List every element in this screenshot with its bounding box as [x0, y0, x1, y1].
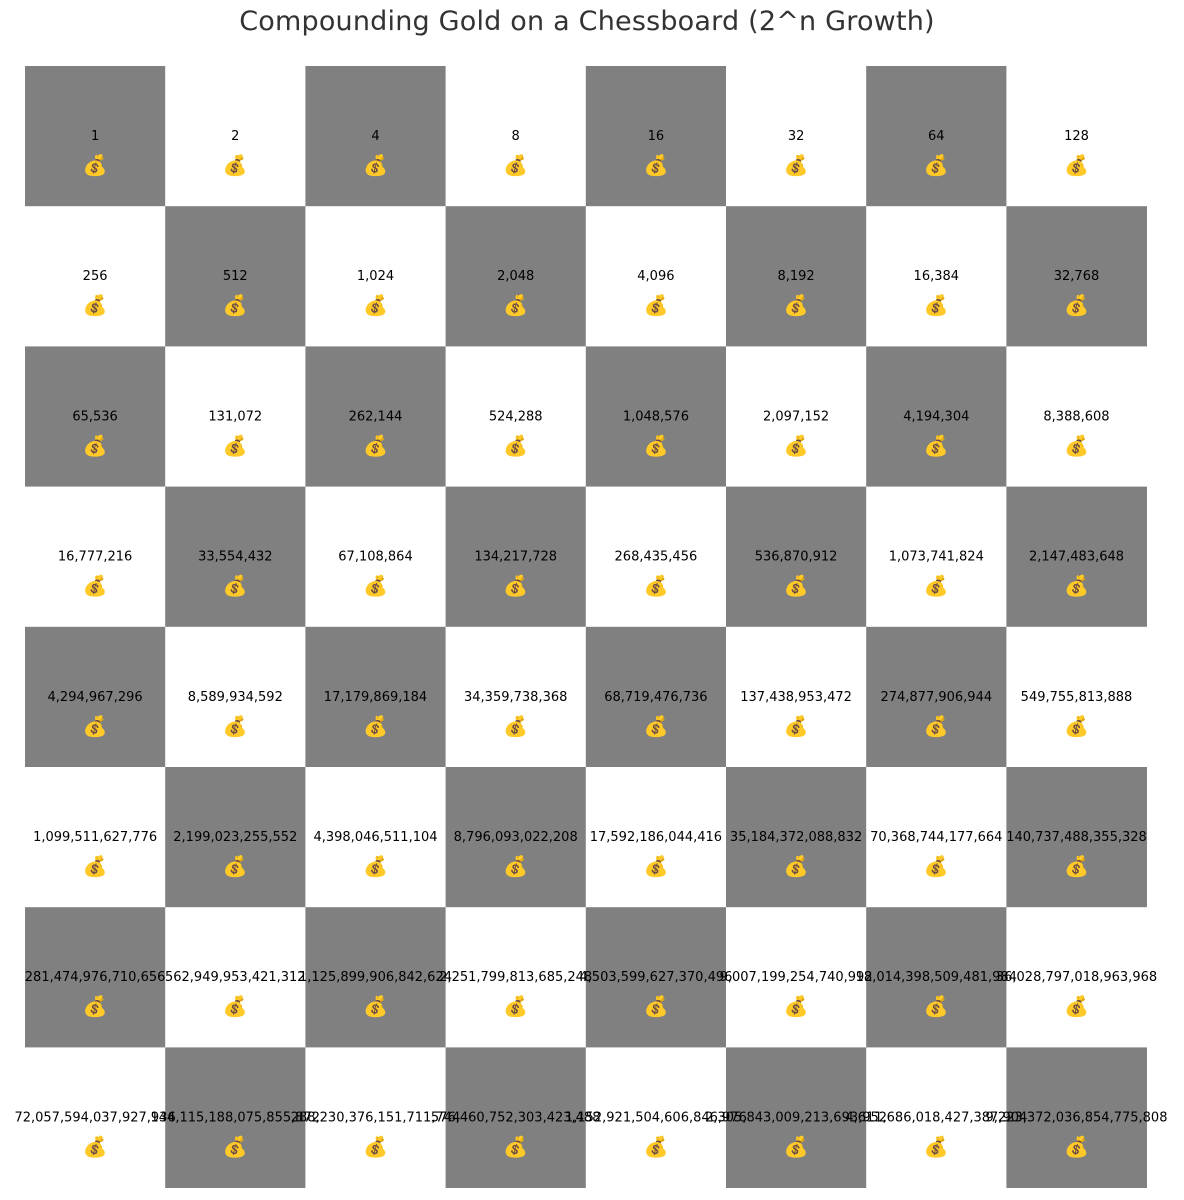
- gold-coin-icon: 💰: [503, 994, 529, 1019]
- gold-coin-icon: 💰: [222, 994, 248, 1019]
- square-value: 576,460,752,303,423,488: [430, 1110, 601, 1126]
- square-value: 18,014,398,509,481,984: [855, 970, 1017, 986]
- gold-coin-icon: 💰: [503, 573, 529, 598]
- square-value: 1,024: [356, 269, 395, 285]
- square-value: 137,438,953,472: [740, 689, 852, 705]
- square-value: 68,719,476,736: [604, 689, 708, 705]
- gold-coin-icon: 💰: [503, 293, 529, 318]
- square-value: 16,777,216: [57, 549, 133, 565]
- gold-coin-icon: 💰: [643, 573, 669, 598]
- gold-coin-icon: 💰: [783, 854, 809, 878]
- gold-coin-icon: 💰: [503, 854, 529, 878]
- gold-coin-icon: 💰: [503, 1134, 529, 1159]
- gold-coin-icon: 💰: [1064, 713, 1089, 738]
- square-value: 4,611,686,018,427,387,904: [845, 1110, 1028, 1126]
- gold-coin-icon: 💰: [82, 293, 108, 318]
- square-value: 131,072: [208, 409, 263, 425]
- square-value: 4,194,304: [903, 409, 970, 425]
- square-value: 562,949,953,421,312: [164, 970, 306, 986]
- square-value: 4,096: [637, 269, 675, 285]
- square-value: 512: [222, 269, 248, 285]
- gold-coin-icon: 💰: [643, 293, 669, 318]
- gold-coin-icon: 💰: [1064, 1134, 1089, 1159]
- gold-coin-icon: 💰: [783, 433, 809, 458]
- gold-coin-icon: 💰: [1064, 153, 1089, 177]
- square-value: 72,057,594,037,927,936: [14, 1110, 176, 1126]
- gold-coin-icon: 💰: [222, 573, 248, 598]
- square-value: 2: [231, 129, 240, 144]
- gold-coin-icon: 💰: [222, 433, 248, 458]
- square-value: 536,870,912: [754, 549, 838, 565]
- square-value: 2,251,799,813,685,248: [439, 970, 593, 986]
- gold-coin-icon: 💰: [82, 854, 108, 878]
- square-value: 4,503,599,627,370,496: [579, 970, 733, 986]
- gold-coin-icon: 💰: [222, 854, 248, 878]
- gold-coin-icon: 💰: [503, 713, 529, 738]
- gold-coin-icon: 💰: [503, 433, 529, 458]
- square-value: 70,368,744,177,664: [870, 830, 1003, 845]
- gold-coin-icon: 💰: [363, 713, 388, 738]
- square-value: 9,007,199,254,740,992: [719, 970, 873, 986]
- gold-coin-icon: 💰: [1064, 994, 1089, 1019]
- square-value: 17,592,186,044,416: [589, 830, 723, 845]
- gold-coin-icon: 💰: [82, 1134, 108, 1159]
- gold-coin-icon: 💰: [923, 994, 949, 1019]
- square-value: 1,152,921,504,606,846,976: [564, 1110, 747, 1126]
- square-value: 8,192: [777, 269, 815, 285]
- square-value: 8,388,608: [1043, 409, 1110, 425]
- gold-coin-icon: 💰: [363, 854, 388, 878]
- square-value: 2,305,843,009,213,693,952: [705, 1110, 888, 1126]
- gold-coin-icon: 💰: [923, 433, 949, 458]
- square-value: 4,398,046,511,104: [313, 830, 438, 845]
- gold-coin-icon: 💰: [363, 433, 388, 458]
- square-value: 524,288: [488, 409, 543, 425]
- gold-coin-icon: 💰: [363, 994, 388, 1019]
- gold-coin-icon: 💰: [783, 153, 809, 177]
- square-value: 144,115,188,075,855,872: [150, 1110, 321, 1126]
- square-value: 1,125,899,906,842,624: [299, 970, 452, 986]
- square-value: 1,099,511,627,776: [33, 830, 158, 845]
- square-value: 32,768: [1053, 269, 1100, 285]
- gold-coin-icon: 💰: [783, 293, 809, 318]
- gold-coin-icon: 💰: [222, 713, 248, 738]
- square-value: 128: [1064, 129, 1089, 144]
- square-value: 134,217,728: [474, 549, 558, 565]
- gold-coin-icon: 💰: [923, 293, 949, 318]
- square-value: 4,294,967,296: [47, 689, 143, 705]
- gold-coin-icon: 💰: [82, 994, 108, 1019]
- square-value: 140,737,488,355,328: [1006, 830, 1147, 845]
- square-value: 32: [787, 129, 805, 144]
- square-value: 35,184,372,088,832: [729, 830, 863, 845]
- square-value: 549,755,813,888: [1020, 689, 1133, 705]
- square-value: 274,877,906,944: [880, 689, 993, 705]
- gold-coin-icon: 💰: [1064, 854, 1089, 878]
- square-value: 2,147,483,648: [1028, 549, 1125, 565]
- gold-coin-icon: 💰: [222, 1134, 248, 1159]
- chart-title: Compounding Gold on a Chessboard (2^n Growth): [239, 6, 935, 37]
- gold-coin-icon: 💰: [82, 713, 108, 738]
- square-value: 34,359,738,368: [464, 689, 568, 705]
- gold-coin-icon: 💰: [1064, 293, 1089, 318]
- square-value: 2,048: [497, 269, 535, 285]
- gold-coin-icon: 💰: [503, 153, 529, 177]
- gold-coin-icon: 💰: [923, 153, 949, 177]
- square-value: 268,435,456: [614, 549, 698, 565]
- square-value: 8,796,093,022,208: [453, 830, 578, 845]
- gold-coin-icon: 💰: [222, 153, 248, 177]
- gold-coin-icon: 💰: [783, 713, 809, 738]
- gold-coin-icon: 💰: [923, 713, 949, 738]
- square-value: 8,589,934,592: [187, 689, 283, 705]
- square-value: 17,179,869,184: [323, 689, 428, 705]
- gold-coin-icon: 💰: [643, 433, 669, 458]
- square-value: 288,230,376,151,711,744: [290, 1110, 461, 1126]
- square-value: 1,048,576: [622, 409, 689, 425]
- square-value: 67,108,864: [338, 549, 413, 565]
- gold-coin-icon: 💰: [363, 573, 388, 598]
- gold-coin-icon: 💰: [643, 713, 669, 738]
- gold-coin-icon: 💰: [82, 153, 108, 177]
- square-value: 1: [90, 129, 100, 144]
- square-value: 33,554,432: [198, 549, 273, 565]
- gold-coin-icon: 💰: [1064, 573, 1089, 598]
- gold-coin-icon: 💰: [363, 1134, 388, 1159]
- square-value: 65,536: [72, 409, 118, 425]
- square-value: 64: [928, 129, 945, 144]
- gold-coin-icon: 💰: [923, 1134, 949, 1159]
- square-value: 36,028,797,018,963,968: [995, 970, 1158, 986]
- square-value: 2,097,152: [763, 409, 830, 425]
- gold-coin-icon: 💰: [923, 573, 949, 598]
- gold-coin-icon: 💰: [643, 994, 669, 1019]
- gold-coin-icon: 💰: [363, 293, 388, 318]
- square-value: 16: [647, 129, 665, 144]
- gold-coin-icon: 💰: [783, 573, 809, 598]
- square-value: 4: [371, 129, 380, 144]
- square-value: 8: [511, 129, 520, 144]
- gold-coin-icon: 💰: [643, 1134, 669, 1159]
- gold-coin-icon: 💰: [82, 573, 108, 598]
- gold-coin-icon: 💰: [363, 153, 388, 177]
- gold-coin-icon: 💰: [643, 854, 669, 878]
- gold-coin-icon: 💰: [783, 1134, 809, 1159]
- square-value: 1,073,741,824: [888, 549, 984, 565]
- square-value: 281,474,976,710,656: [24, 970, 166, 986]
- square-value: 9,223,372,036,854,775,808: [985, 1110, 1168, 1126]
- gold-coin-icon: 💰: [923, 854, 949, 878]
- gold-coin-icon: 💰: [1064, 433, 1089, 458]
- square-value: 2,199,023,255,552: [173, 830, 298, 845]
- gold-coin-icon: 💰: [222, 293, 248, 318]
- square-value: 256: [82, 269, 108, 285]
- gold-coin-icon: 💰: [82, 433, 108, 458]
- board-squares: [25, 66, 1147, 1188]
- gold-coin-icon: 💰: [643, 153, 669, 177]
- square-value: 262,144: [348, 409, 403, 425]
- gold-coin-icon: 💰: [783, 994, 809, 1019]
- square-value: 16,384: [913, 269, 960, 285]
